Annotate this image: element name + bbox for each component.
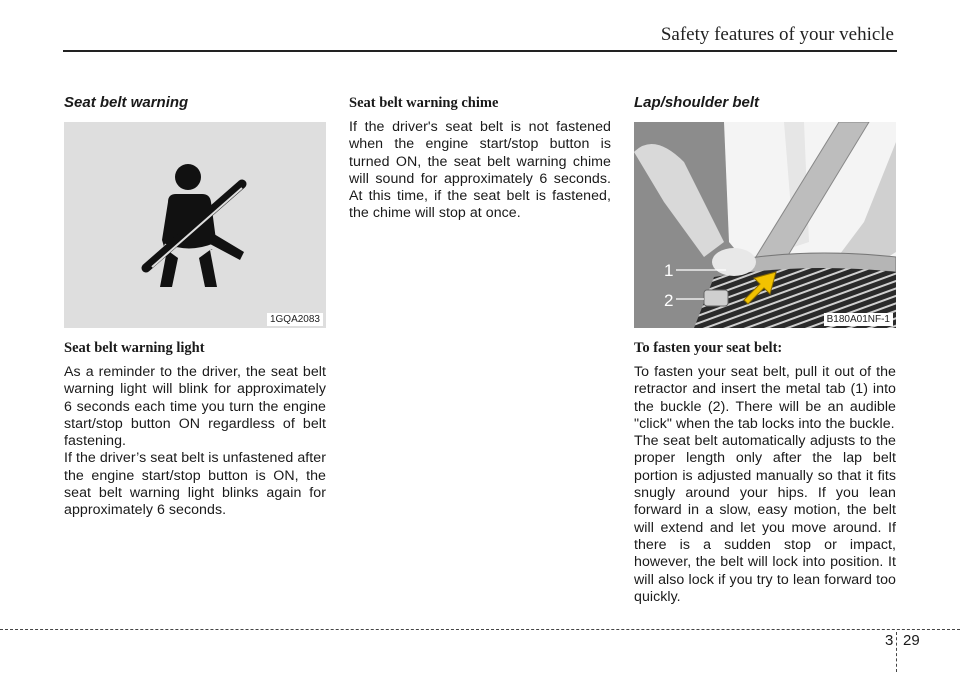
page-number: 29: [903, 632, 920, 649]
callout-2-label: 2: [664, 291, 674, 310]
section-title-lap-shoulder-belt: Lap/shoulder belt: [634, 94, 760, 111]
header-rule: [63, 50, 897, 52]
paragraph-warning-chime: If the driver's seat belt is not fastened when the engine start/stop button is turned ON, the seat belt warning chime will sound for approximately 6 seconds. At this time, if the seat belt is fastened, the chime will stop at once.: [349, 119, 611, 222]
column-warning-chime: [349, 92, 611, 223]
section-title-seat-belt-warning: Seat belt warning: [64, 94, 189, 111]
footer-rule: [0, 629, 960, 630]
column-seat-belt-warning: [64, 92, 326, 520]
seat-belt-photo-illustration: [634, 122, 896, 328]
paragraph-warning-light-2: If the driver’s seat belt is unfastened after the engine start/stop button is ON, the seat belt warning light blinks again for approximately 6 seconds.: [64, 450, 326, 519]
figure-code-label: 1GQA2083: [267, 313, 323, 326]
figure-code-label: B180A01NF-1: [824, 313, 893, 326]
paragraph-warning-light-1: As a reminder to the driver, the seat belt warning light will blink for approximately 6 seconds each time you turn the engine start/stop button ON regardless of belt fastening.: [64, 364, 326, 450]
subtitle-warning-light: Seat belt warning light: [64, 340, 205, 356]
column-lap-shoulder-belt: [634, 92, 896, 606]
chapter-number: 3: [885, 632, 894, 649]
subtitle-warning-chime: Seat belt warning chime: [349, 95, 499, 111]
seat-belt-warning-icon: [64, 122, 326, 328]
callout-1-label: 1: [664, 261, 674, 280]
seat-belt-warning-figure: [64, 122, 326, 328]
paragraph-fasten-belt-1: To fasten your seat belt, pull it out of the retractor and insert the metal tab (1) into the buckle (2). There will be an audible "click" when the tab locks into the buckle.: [634, 364, 896, 432]
page-header-title: Safety features of your vehicle: [660, 24, 894, 45]
paragraph-fasten-belt-2: The seat belt automatically adjusts to the proper length only after the lap belt portion is adjusted manually so that it fits snugly around your hips. If you lean forward in a slow, easy motion, the belt will extend and let you move around. If there is a sudden stop or impact, however, the belt will lock into position. It will also lock if you try to lean forward too quickly.: [634, 433, 896, 605]
lap-shoulder-belt-figure: [634, 122, 896, 328]
subtitle-fasten-belt: To fasten your seat belt:: [634, 340, 783, 356]
page-number-separator: [896, 632, 897, 672]
